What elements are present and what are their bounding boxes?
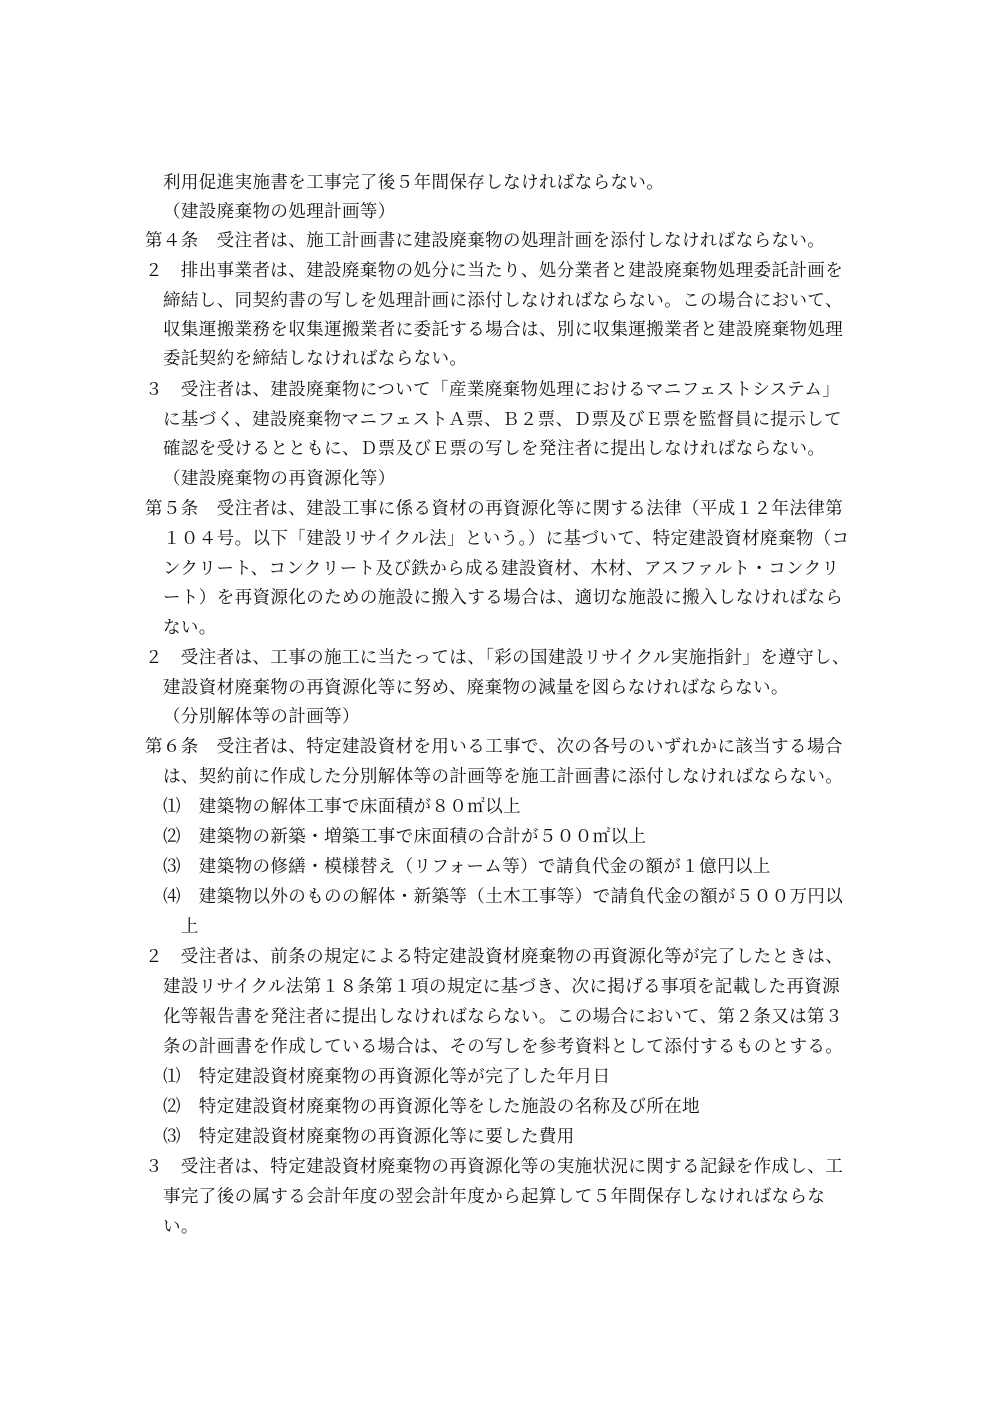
text-line: 条の計画書を作成している場合は、その写しを参考資料として添付するものとする。 <box>163 1037 844 1057</box>
section-heading: （建設廃棄物の処理計画等） <box>163 202 396 222</box>
article-5: 第５条 受注者は、建設工事に係る資材の再資源化等に関する法律（平成１２年法律第 <box>145 499 844 519</box>
list-item: ⑴ 特定建設資材廃棄物の再資源化等が完了した年月日 <box>163 1067 611 1087</box>
text-line: 建設資材廃棄物の再資源化等に努め、廃棄物の減量を図らなければならない。 <box>163 678 789 698</box>
section-heading: （分別解体等の計画等） <box>163 707 360 727</box>
text-line: い。 <box>163 1217 199 1237</box>
list-item: ⑶ 特定建設資材廃棄物の再資源化等に要した費用 <box>163 1127 575 1147</box>
text-line: ない。 <box>163 618 217 638</box>
text-line: 締結し、同契約書の写しを処理計画に添付しなければならない。この場合において、 <box>163 291 843 311</box>
article-4: 第４条 受注者は、施工計画書に建設廃棄物の処理計画を添付しなければならない。 <box>145 231 826 251</box>
text-line: は、契約前に作成した分別解体等の計画等を施工計画書に添付しなければならない。 <box>163 767 844 787</box>
list-item: ⑴ 建築物の解体工事で床面積が８０㎡以上 <box>163 797 521 817</box>
text-line: 建設リサイクル法第１８条第１項の規定に基づき、次に掲げる事項を記載した再資源 <box>163 977 841 997</box>
text-line: 利用促進実施書を工事完了後５年間保存しなければならない。 <box>163 173 665 193</box>
text-line: ２ 排出事業者は、建設廃棄物の処分に当たり、処分業者と建設廃棄物処理委託計画を <box>145 261 844 281</box>
text-line: に基づく、建設廃棄物マニフェストＡ票、Ｂ２票、Ｄ票及びＥ票を監督員に提示して <box>163 410 842 430</box>
text-line: 確認を受けるとともに、Ｄ票及びＥ票の写しを発注者に提出しなければならない。 <box>163 439 826 459</box>
text-line: ２ 受注者は、前条の規定による特定建設資材廃棄物の再資源化等が完了したときは、 <box>145 947 844 967</box>
list-item: ⑵ 建築物の新築・増築工事で床面積の合計が５００㎡以上 <box>163 827 647 847</box>
article-6: 第６条 受注者は、特定建設資材を用いる工事で、次の各号のいずれかに該当する場合 <box>145 737 843 757</box>
text-line: ３ 受注者は、特定建設資材廃棄物の再資源化等の実施状況に関する記録を作成し、工 <box>145 1157 844 1177</box>
text-line: 事完了後の属する会計年度の翌会計年度から起算して５年間保存しなければならな <box>163 1187 826 1207</box>
text-line: ンクリート、コンクリート及び鉄から成る建設資材、木材、アスファルト・コンクリ <box>163 559 840 579</box>
list-item: ⑷ 建築物以外のものの解体・新築等（土木工事等）で請負代金の額が５００万円以 <box>163 887 844 907</box>
text-line: 化等報告書を発注者に提出しなければならない。この場合において、第２条又は第３ <box>163 1007 843 1027</box>
section-heading: （建設廃棄物の再資源化等） <box>163 469 396 489</box>
list-item: ⑶ 建築物の修繕・模様替え（リフォーム等）で請負代金の額が１億円以上 <box>163 857 771 877</box>
text-line: 委託契約を締結しなければならない。 <box>163 349 468 369</box>
text-line: 収集運搬業務を収集運搬業者に委託する場合は、別に収集運搬業者と建設廃棄物処理 <box>163 320 844 340</box>
text-line: １０４号。以下「建設リサイクル法」という。）に基づいて、特定建設資材廃棄物（コ <box>163 529 850 549</box>
text-line: ２ 受注者は、工事の施工に当たっては、「彩の国建設リサイクル実施指針」を遵守し、 <box>145 648 850 668</box>
list-item: ⑵ 特定建設資材廃棄物の再資源化等をした施設の名称及び所在地 <box>163 1097 700 1117</box>
text-line: ート）を再資源化のための施設に搬入する場合は、適切な施設に搬入しなければなら <box>163 588 844 608</box>
text-line: ３ 受注者は、建設廃棄物について「産業廃棄物処理におけるマニフェストシステム」 <box>145 380 841 400</box>
text-line: 上 <box>181 917 199 937</box>
